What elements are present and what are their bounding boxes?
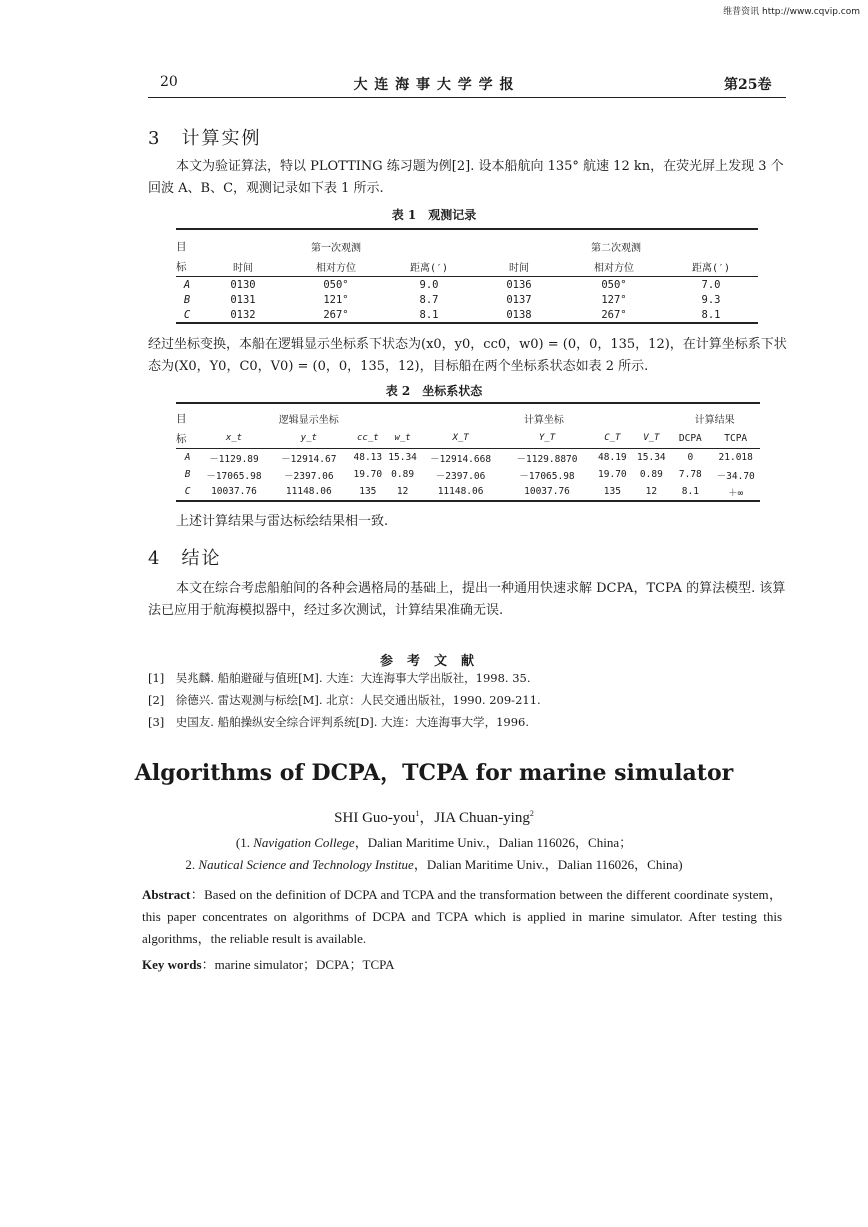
affiliation-2: [0, 854, 868, 873]
table-cell: 135: [603, 486, 621, 497]
table-cell: 127°: [601, 293, 627, 306]
table1-subhead: 相对方位: [316, 262, 356, 274]
abstract-text: ：Based on the definition of DCPA and TCPA and the transformation between the different coordinate system，this paper concentrates on algorithms of DCPA and TCPA which is applied in marine simulator. After testing this algorithms，the reliable result is available.: [142, 887, 782, 946]
table-cell: 11148.06: [437, 486, 484, 497]
table-cell: 10037.76: [211, 486, 257, 497]
table-cell: －2397.06: [284, 470, 334, 482]
table2-subhead: X_T: [452, 433, 469, 443]
table2-target-head-2: 标: [176, 432, 187, 445]
table-cell: 0132: [230, 308, 256, 321]
table-cell: －17065.98: [206, 470, 262, 482]
table2-subhead: y_t: [300, 433, 317, 443]
journal-name: 大 连 海 事 大 学 学 报: [353, 77, 515, 93]
table-cell: 0137: [506, 293, 532, 306]
table-row: [176, 466, 760, 483]
table1-body: [176, 277, 758, 322]
table-cell: B: [184, 469, 191, 480]
table2-subhead: DCPA: [678, 432, 702, 444]
table-cell: 9.0: [419, 278, 439, 291]
result-paragraph: 上述计算结果与雷达标绘结果相一致.: [176, 514, 389, 529]
section-3-title: 3 计算实例: [148, 128, 262, 149]
affiliation-2-rest: ，Dalian Maritime Univ.，Dalian 116026，China): [413, 857, 683, 872]
table-cell: 267°: [323, 308, 349, 321]
table-cell: 15.34: [637, 452, 666, 463]
table-cell: 0131: [230, 293, 256, 306]
table-cell: 8.1: [701, 308, 721, 321]
table1-subhead: 时间: [509, 262, 529, 274]
table2-bottom-rule: [176, 500, 760, 502]
table2-caption: 表 2 坐标系状态: [385, 384, 483, 398]
table-cell: 8.1: [681, 486, 699, 497]
affiliation-1-college: Navigation College: [253, 835, 355, 850]
table2: [176, 402, 760, 502]
table2-head: [176, 408, 760, 448]
table2-target-head-1: 目: [176, 412, 187, 425]
abstract-label: Abstract: [142, 887, 191, 902]
table2-top-rule: [176, 402, 760, 404]
table-cell: C: [184, 486, 191, 497]
english-title: Algorithms of DCPA，TCPA for marine simulator: [134, 760, 734, 786]
volume-label: 第25卷: [724, 77, 772, 93]
table-cell: 19.70: [353, 469, 383, 480]
table-cell: 9.3: [701, 293, 721, 306]
table1-group2: 第二次观测: [591, 242, 641, 254]
page-number: 20: [160, 74, 178, 90]
table-cell: 7.0: [701, 278, 721, 291]
table-cell: 8.1: [419, 308, 439, 321]
table-row: [176, 277, 758, 292]
table1-group1: 第一次观测: [311, 242, 361, 254]
table-cell: A: [183, 278, 191, 291]
table-cell: C: [183, 308, 191, 321]
table1-subhead: 距离(′): [691, 262, 731, 274]
transform-paragraph: 经过坐标变换，本船在逻辑显示坐标系下状态为(x0，y0，cc0，w0) = (0，0，135，12)，在计算坐标系下状态为(X0，Y0，C0，V0) = (0，0，135，12)，目标船在两个坐标系状态如表 2 所示.: [148, 337, 787, 374]
table-cell: 15.34: [388, 452, 417, 463]
table-cell: 135: [359, 486, 377, 497]
author-1-affil: 1: [415, 809, 420, 818]
table-cell: 19.70: [598, 469, 627, 480]
table-row: [176, 307, 758, 322]
table-cell: 050°: [601, 278, 627, 291]
table2-subhead: x_t: [225, 433, 243, 443]
table2-group1: 逻辑显示坐标: [278, 414, 339, 426]
table-cell: －12914.668: [430, 453, 492, 465]
table1-top-rule: [176, 228, 758, 230]
author-2: ，JIA Chuan-ying: [419, 810, 530, 826]
table-cell: 121°: [323, 293, 349, 306]
table-row: [176, 483, 760, 500]
table-row: [176, 292, 758, 307]
table-cell: 11148.06: [285, 486, 332, 497]
reference-item: [1] 吴兆麟. 船舶避碰与值班[M]. 大连：大连海事大学出版社，1998. 35.: [148, 671, 531, 685]
header-rule: [148, 97, 786, 98]
affiliation-2-institute: Nautical Science and Technology Institue: [198, 857, 414, 872]
author-1: SHI Guo-you: [334, 810, 416, 826]
table2-subhead: V_T: [643, 433, 660, 443]
reference-item: [3] 史国友. 船舶操纵安全综合评判系统[D]. 大连：大连海事大学，1996.: [148, 715, 530, 729]
affiliation-1: [0, 832, 868, 851]
section-4-text: 本文在综合考虑船舶间的各种会遇格局的基础上，提出一种通用快速求解 DCPA，TCPA 的算法模型. 该算法已应用于航海模拟器中，经过多次测试，计算结果准确无误.: [148, 581, 786, 618]
table-cell: 10037.76: [524, 486, 570, 497]
table1-caption: 表 1 观测记录: [391, 208, 477, 222]
table2-subhead: cc_t: [356, 433, 379, 443]
references-title: 参考文献: [379, 654, 488, 669]
table-cell: 0130: [230, 278, 256, 291]
section-4-title: 4 结论: [148, 548, 222, 569]
table2-group3: 计算结果: [694, 414, 735, 426]
table-cell: 48.19: [598, 452, 627, 463]
table2-subhead: TCPA: [724, 432, 748, 444]
table1-bottom-rule: [176, 322, 758, 324]
abstract: [142, 884, 782, 950]
table1-head: [176, 236, 758, 276]
table-cell: －1129.8870: [516, 453, 578, 465]
table-cell: A: [184, 452, 191, 463]
table1-subhead: 距离(′): [409, 262, 449, 274]
table1-target-head-1: 目: [176, 240, 187, 253]
watermark: 维普资讯 http://www.cqvip.com: [723, 7, 860, 17]
affiliation-2-prefix: 2.: [185, 857, 199, 872]
table-cell: 0136: [506, 278, 532, 291]
table2-group2: 计算坐标: [523, 414, 564, 426]
table-cell: 0138: [506, 308, 532, 321]
keywords-text: ：marine simulator；DCPA；TCPA: [201, 957, 395, 972]
table-cell: －34.70: [716, 470, 755, 482]
table2-subhead: Y_T: [538, 433, 556, 443]
table-cell: －1129.89: [209, 453, 259, 465]
table-cell: 0.89: [391, 469, 415, 480]
table-cell: －12914.67: [281, 453, 337, 465]
table-cell: ＋∞: [728, 487, 744, 499]
table-cell: 21.018: [718, 452, 753, 463]
table-cell: 12: [645, 486, 658, 497]
keywords-label: Key words: [142, 957, 202, 972]
table-cell: 0: [687, 452, 694, 463]
table-row: [176, 449, 760, 466]
table-cell: 48.13: [353, 452, 383, 463]
table-cell: 050°: [323, 278, 349, 291]
section-3-intro: 本文为验证算法，特以 PLOTTING 练习题为例[2]. 设本船航向 135° 航速 12 kn，在荧光屏上发现 3 个回波 A、B、C，观测记录如下表 1 所示.: [148, 159, 784, 196]
authors: [0, 806, 868, 827]
table-cell: 7.78: [678, 469, 702, 480]
affiliation-1-rest: ，Dalian Maritime Univ.，Dalian 116026，China；: [354, 835, 633, 850]
reference-item: [2] 徐德兴. 雷达观测与标绘[M]. 北京：人民交通出版社，1990. 209-211.: [148, 693, 541, 707]
table2-body: [176, 449, 760, 500]
table1: [176, 228, 758, 324]
table-cell: 0.89: [639, 469, 663, 480]
table-cell: －2397.06: [435, 470, 486, 482]
table1-subhead: 相对方位: [594, 262, 634, 274]
table1-target-head-2: 标: [176, 260, 187, 273]
table-cell: －17065.98: [519, 470, 575, 482]
table-cell: 267°: [601, 308, 627, 321]
table-cell: 8.7: [419, 293, 439, 306]
table2-subhead: C_T: [604, 433, 621, 443]
table-cell: 12: [396, 486, 409, 497]
table2-subhead: w_t: [394, 433, 411, 443]
table1-subhead: 时间: [233, 262, 253, 274]
author-2-affil: 2: [529, 809, 534, 818]
table-cell: B: [183, 293, 191, 306]
affiliation-1-prefix: (1.: [235, 835, 254, 850]
keywords: [142, 954, 395, 973]
